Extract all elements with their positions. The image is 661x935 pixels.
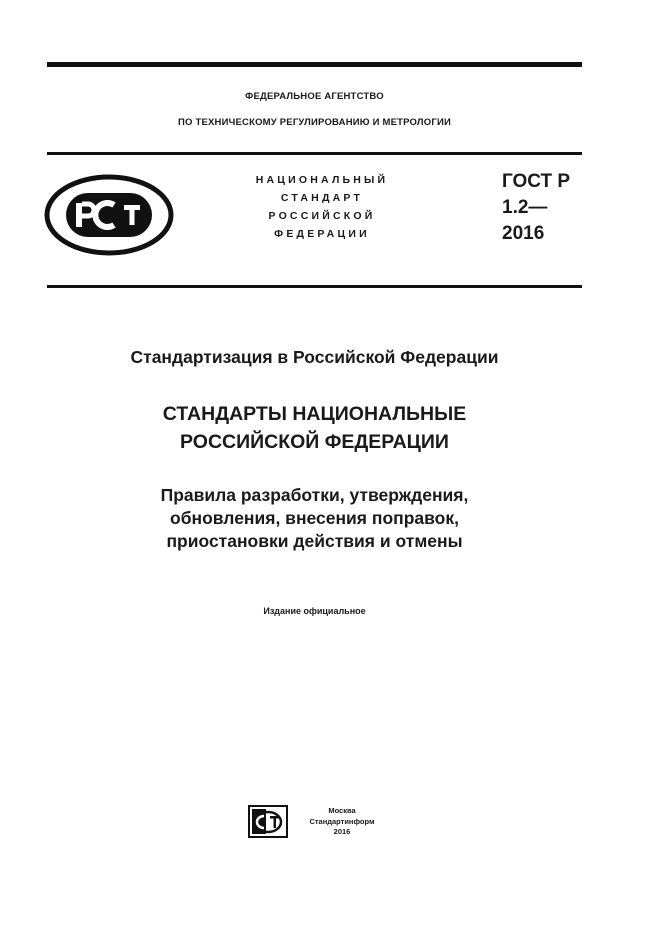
- standartinform-logo-icon: [248, 805, 288, 838]
- main-title-line-2: РОССИЙСКОЙ ФЕДЕРАЦИИ: [180, 431, 449, 453]
- national-line-2: СТАНДАРТ: [280, 192, 364, 204]
- national-line-3: РОССИЙСКОЙ: [268, 210, 376, 222]
- designation-line-1: ГОСТ Р: [502, 171, 571, 192]
- publisher-name: Стандартинформ: [309, 816, 375, 826]
- publisher-city: Москва: [328, 806, 356, 815]
- subtitle-line-2: обновления, внесения поправок,: [170, 508, 459, 528]
- top-rule: [47, 62, 582, 67]
- main-title-line-1: СТАНДАРТЫ НАЦИОНАЛЬНЫЕ: [162, 403, 467, 425]
- edition-label: Издание официальное: [263, 606, 366, 616]
- national-standard-label: [222, 171, 422, 243]
- standard-designation: [502, 169, 570, 247]
- agency-name-line1: ФЕДЕРАЛЬНОЕ АГЕНТСТВО: [245, 91, 384, 102]
- national-line-4: ФЕДЕРАЦИИ: [274, 228, 370, 240]
- rst-certification-logo-icon: [44, 174, 174, 256]
- subtitle-line-3: приостановки действия и отмены: [166, 531, 463, 551]
- bottom-rule: [47, 285, 582, 288]
- subtitle-line-1: Правила разработки, утверждения,: [160, 485, 469, 505]
- publisher-info: [297, 806, 387, 838]
- designation-line-2: 1.2—: [502, 197, 548, 218]
- middle-rule: [47, 152, 582, 155]
- publisher-year: 2016: [333, 827, 351, 836]
- main-title: [47, 400, 582, 456]
- series-title: Стандартизация в Российской Федерации: [130, 347, 499, 367]
- national-line-1: НАЦИОНАЛЬНЫЙ: [255, 174, 389, 186]
- subtitle: [47, 484, 582, 553]
- designation-line-3: 2016: [502, 223, 545, 244]
- agency-name-line2: ПО ТЕХНИЧЕСКОМУ РЕГУЛИРОВАНИЮ И МЕТРОЛОГИИ: [178, 117, 451, 128]
